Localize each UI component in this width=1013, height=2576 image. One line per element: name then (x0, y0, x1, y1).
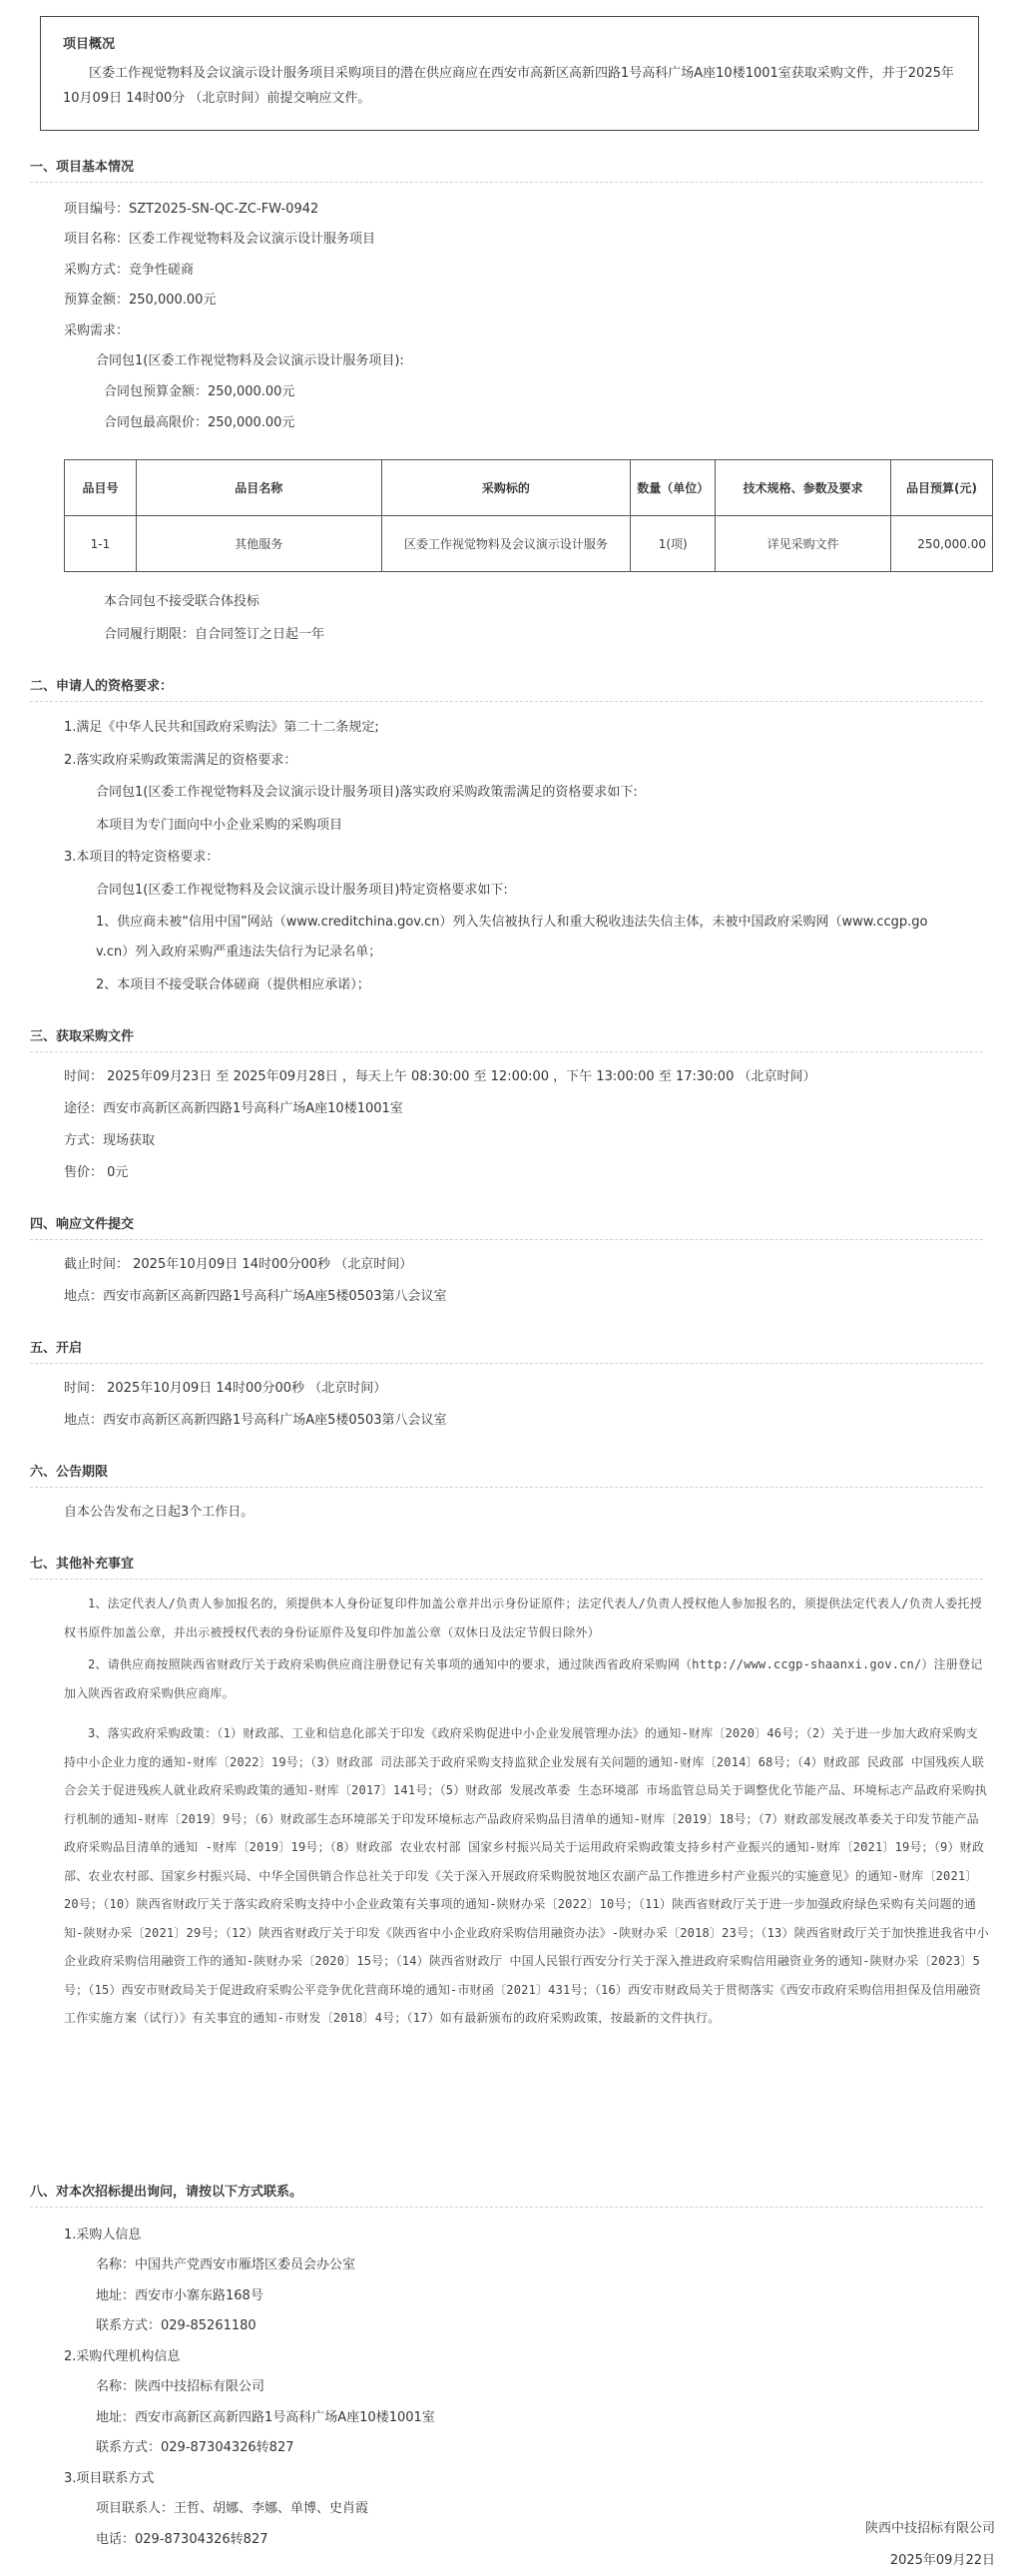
table-row (65, 516, 993, 572)
qualification-3: 3.本项目的特定资格要求： (64, 850, 220, 865)
qualification-2b: 本项目为专门面向中小企业采购的采购项目 (96, 818, 343, 833)
purchaser-address: 地址：西安市小寨东路168号 (96, 2288, 263, 2303)
qualification-1: 1.满足《中华人民共和国政府采购法》第二十二条规定; (64, 720, 379, 735)
section-divider (30, 1487, 983, 1488)
package-max-price: 合同包最高限价：250,000.00元 (104, 415, 295, 430)
footer-date: 2025年09月22日 (889, 2553, 995, 2568)
section-3-title: 三、获取采购文件 (30, 1029, 135, 1044)
section-divider (30, 1579, 983, 1580)
obtain-price: 售价： 0元 (64, 1165, 129, 1180)
table-header-cell: 品目预算(元) (890, 460, 992, 516)
section-5-title: 五、开启 (30, 1341, 83, 1356)
agency-info-label: 2.采购代理机构信息 (64, 2349, 181, 2364)
table-cell: 详见采购文件 (716, 516, 891, 572)
qualification-3b-line1: 1、供应商未被“信用中国”网站（www.creditchina.gov.cn）列入失信被执行人和重大税收违法失信主体，未被中国政府采购网（www.ccgp.go (96, 915, 928, 930)
table-header-cell: 技术规格、参数及要求 (716, 460, 891, 516)
procurement-need-label: 采购需求： (64, 323, 130, 338)
opening-place: 地点：西安市高新区高新四路1号高科广场A座5楼0503第八会议室 (64, 1413, 447, 1428)
contract-period: 合同履行期限：自合同签订之日起一年 (104, 627, 325, 642)
section-1-title: 一、项目基本情况 (30, 160, 135, 175)
table-header-row (65, 460, 993, 516)
purchaser-name: 名称：中国共产党西安市雁塔区委员会办公室 (96, 2257, 356, 2272)
table-cell: 1(项) (631, 516, 716, 572)
section-divider (30, 1363, 983, 1364)
section-divider (30, 1051, 983, 1052)
contract-package-1: 合同包1(区委工作视觉物料及会议演示设计服务项目): (96, 353, 404, 368)
qualification-3c: 2、本项目不接受联合体磋商（提供相应承诺）； (96, 977, 370, 992)
purchaser-phone: 联系方式：029-85261180 (96, 2318, 256, 2333)
procurement-method: 采购方式：竞争性磋商 (64, 263, 195, 278)
table-header-cell: 采购标的 (381, 460, 631, 516)
section-divider (30, 182, 983, 183)
table-header-cell: 品目号 (65, 460, 137, 516)
overview-title: 项目概况 (63, 37, 116, 52)
table-header-cell: 品目名称 (136, 460, 381, 516)
section-6-title: 六、公告期限 (30, 1465, 109, 1480)
section-4-title: 四、响应文件提交 (30, 1217, 135, 1232)
project-contacts: 项目联系人：王哲、胡娜、李娜、单博、史肖霞 (96, 2501, 369, 2516)
supplement-paragraph-3: 3、落实政府采购政策：（1）财政部、工业和信息化部关于印发《政府采购促进中小企业发展管理办法》的通知-财库〔2020〕46号；（2）关于进一步加大政府采购支持中小企业力度的通知-财库〔2022〕19号；（3）财政部 司法部关于政府采购支持监狱企业发展有关问题的通知-财库〔2014〕68号；（4）财政部 民政部 中国残疾人联合会关于促进残疾人就业政府采购政策的通知-财库〔2017〕141号；（5）财政部 发展改革委 生态环境部 市场监管总局关于调整优化节能产品、环境标志产品政府采购执行机制的通知-财库〔2019〕9号；（6）财政部生态环境部关于印发环境标志产品政府采购品目清单的通知-财库〔2019〕18号；（7）财政部发展改革委关于印发节能产品政府采购品目清单的通知 -财库〔2019〕19号；（8）财政部 农业农村部 国家乡村振兴局关于运用政府采购政策支持乡村产业振兴的通知-财库〔2021〕19号；（9）财政部、农业农村部、国家乡村振兴局、中华全国供销合作总社关于印发《关于深入开展政府采购脱贫地区农副产品工作推进乡村产业振兴的实施意见》的通知-财库〔2021〕20号；（10）陕西省财政厅关于落实政府采购支持中小企业政策有关事项的通知-陕财办采〔2022〕10号；（11）陕西省财政厅关于进一步加强政府绿色采购有关问题的通知-陕财办采〔2021〕29号；（12）陕西省财政厅关于印发《陕西省中小企业政府采购信用融资办法》-陕财办采〔2018〕23号；（13）陕西省财政厅关于加快推进我省中小企业政府采购信用融资工作的通知-陕财办采〔2020〕15号；（14）陕西省财政厅 中国人民银行西安分行关于深入推进政府采购信用融资业务的通知-陕财办采〔2023〕5号；（15）西安市财政局关于促进政府采购公平竞争优化营商环境的通知-市财函〔2021〕431号；（16）西安市财政局关于贯彻落实《西安市政府采购信用担保及信用融资工作实施方案（试行）》有关事宜的通知-市财发〔2018〕4号；（17）如有最新颁布的政府采购政策，按最新的文件执行。 (64, 1726, 989, 2025)
section-7-title: 七、其他补充事宜 (30, 1557, 135, 1572)
project-code: 项目编号：SZT2025-SN-QC-ZC-FW-0942 (64, 202, 319, 217)
section-8-title: 八、对本次招标提出询问，请按以下方式联系。 (30, 2185, 303, 2200)
project-overview-box (40, 16, 979, 131)
notice-period: 自本公告发布之日起3个工作日。 (64, 1505, 254, 1520)
table-cell: 其他服务 (136, 516, 381, 572)
qualification-2a: 合同包1(区委工作视觉物料及会议演示设计服务项目)落实政府采购政策需满足的资格要求如下: (96, 785, 638, 800)
obtain-time: 时间： 2025年09月23日 至 2025年09月28日 ，每天上午 08:30:00 至 12:00:00 ，下午 13:00:00 至 17:30:00 （北京时间） (64, 1069, 816, 1084)
agency-phone: 联系方式：029-87304326转827 (96, 2440, 294, 2455)
project-name: 项目名称：区委工作视觉物料及会议演示设计服务项目 (64, 232, 376, 247)
supplement-paragraph-1: 1、法定代表人/负责人参加报名的，须提供本人身份证复印件加盖公章并出示身份证原件；法定代表人/负责人授权他人参加报名的，须提供法定代表人/负责人委托授权书原件加盖公章，并出示被授权代表的身份证原件及复印件加盖公章（双休日及法定节假日除外） (64, 1597, 982, 1639)
package-budget: 合同包预算金额：250,000.00元 (104, 384, 295, 399)
section-2-title: 二、申请人的资格要求： (30, 679, 174, 694)
no-consortium-note: 本合同包不接受联合体投标 (104, 594, 260, 609)
section-divider (30, 2207, 983, 2208)
agency-name: 名称：陕西中技招标有限公司 (96, 2379, 265, 2394)
qualification-2: 2.落实政府采购政策需满足的资格要求： (64, 753, 297, 768)
items-table (64, 459, 993, 572)
obtain-way: 途径：西安市高新区高新四路1号高科广场A座10楼1001室 (64, 1101, 403, 1116)
table-header-cell: 数量（单位） (631, 460, 716, 516)
qualification-3b-line2: v.cn）列入政府采购严重违法失信行为记录名单； (96, 945, 382, 960)
project-contact-label: 3.项目联系方式 (64, 2471, 155, 2486)
budget-amount: 预算金额：250,000.00元 (64, 293, 217, 308)
purchaser-info-label: 1.采购人信息 (64, 2228, 142, 2243)
opening-time: 时间： 2025年10月09日 14时00分00秒 （北京时间） (64, 1381, 387, 1396)
submission-deadline: 截止时间： 2025年10月09日 14时00分00秒 （北京时间） (64, 1257, 413, 1272)
overview-text: 区委工作视觉物料及会议演示设计服务项目采购项目的潜在供应商应在西安市高新区高新四路1号高科广场A座10楼1001室获取采购文件，并于2025年10月09日 14时00分 （北京时间）前提交响应文件。 (63, 66, 954, 106)
project-phone: 电话：029-87304326转827 (96, 2532, 268, 2547)
qualification-3a: 合同包1(区委工作视觉物料及会议演示设计服务项目)特定资格要求如下: (96, 883, 508, 898)
footer-company: 陕西中技招标有限公司 (864, 2521, 995, 2536)
obtain-mode: 方式：现场获取 (64, 1133, 156, 1148)
submission-place: 地点：西安市高新区高新四路1号高科广场A座5楼0503第八会议室 (64, 1289, 447, 1304)
table-cell: 250,000.00 (890, 516, 992, 572)
section-divider (30, 1239, 983, 1240)
section-divider (30, 701, 983, 702)
agency-address: 地址：西安市高新区高新四路1号高科广场A座10楼1001室 (96, 2410, 435, 2425)
table-cell: 1-1 (65, 516, 137, 572)
supplement-paragraph-2: 2、请供应商按照陕西省财政厅关于政府采购供应商注册登记有关事项的通知中的要求，通过陕西省政府采购网（http://www.ccgp-shaanxi.gov.cn/）注册登记加入陕西省政府采购供应商库。 (64, 1657, 983, 1700)
table-cell: 区委工作视觉物料及会议演示设计服务 (381, 516, 631, 572)
